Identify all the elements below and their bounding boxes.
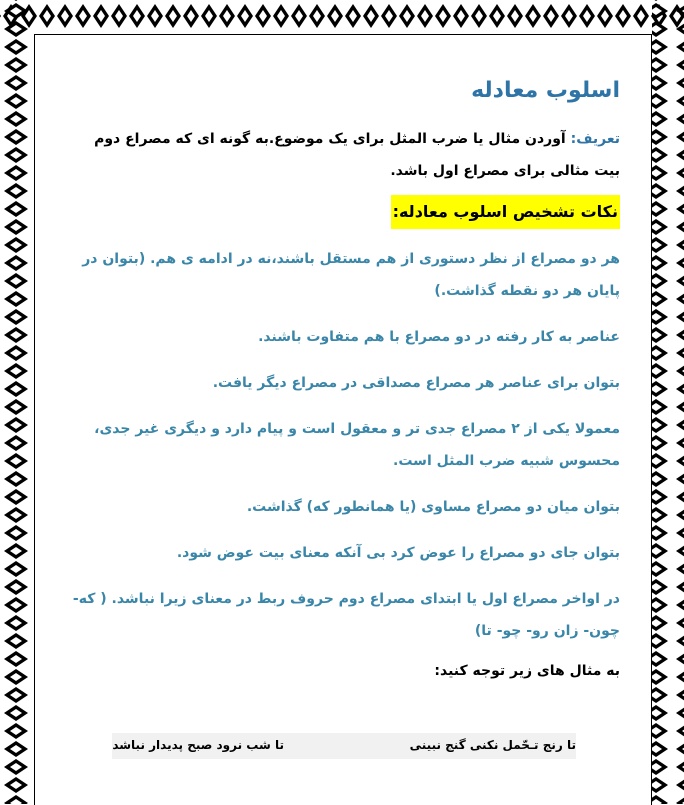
definition-term: تعریف: (570, 131, 620, 147)
point-4: معمولا یکی از ۲ مصراع جدی تر و معقول است و پیام دارد و دیگری غیر جدی، محسوس شبیه ضرب المثل است. (94, 421, 620, 469)
point-6: بتوان جای دو مصراع را عوض کرد بی آنکه معنای بیت عوض شود. (176, 545, 620, 561)
verse-hemistich-1: تا رنج تـحّمل نکنی گنج نبینی (409, 738, 576, 752)
examples-label: به مثال های زیر توجه کنید: (434, 663, 620, 679)
verse-example (112, 733, 576, 759)
point-3: بتوان برای عناصر هر مصراع مصداقی در مصراع دیگر یافت. (212, 375, 620, 391)
point-2: عناصر به کار رفته در دو مصراع با هم متفاوت باشند. (258, 329, 620, 345)
document-content (64, 60, 620, 679)
subheading-wrapper (64, 187, 620, 229)
definition-paragraph (64, 123, 620, 187)
definition-text: آوردن مثال یا ضرب المثل برای یک موضوع.به گونه ای که مصراع دوم بیت مثالی برای مصراع اول باشد. (94, 131, 620, 179)
point-7: در اواخر مصراع اول یا ابتدای مصراع دوم حروف ربط در معنای زیرا نباشد. ( که- چون- زان رو- چو- تا) (72, 591, 620, 639)
verse-hemistich-2: تا شب نرود صبح پدیدار نباشد (112, 738, 284, 752)
point-5: بتوان میان دو مصراع مساوی (یا همانطور که) گذاشت. (246, 499, 620, 515)
page-title: اسلوب معادله (471, 78, 620, 103)
point-1: هر دو مصراع از نظر دستوری از هم مستقل باشند،نه در ادامه ی هم. (بتوان در پایان هر دو نقطه گذاشت.) (82, 251, 620, 299)
highlighted-subheading: نکات تشخیص اسلوب معادله: (391, 195, 620, 229)
